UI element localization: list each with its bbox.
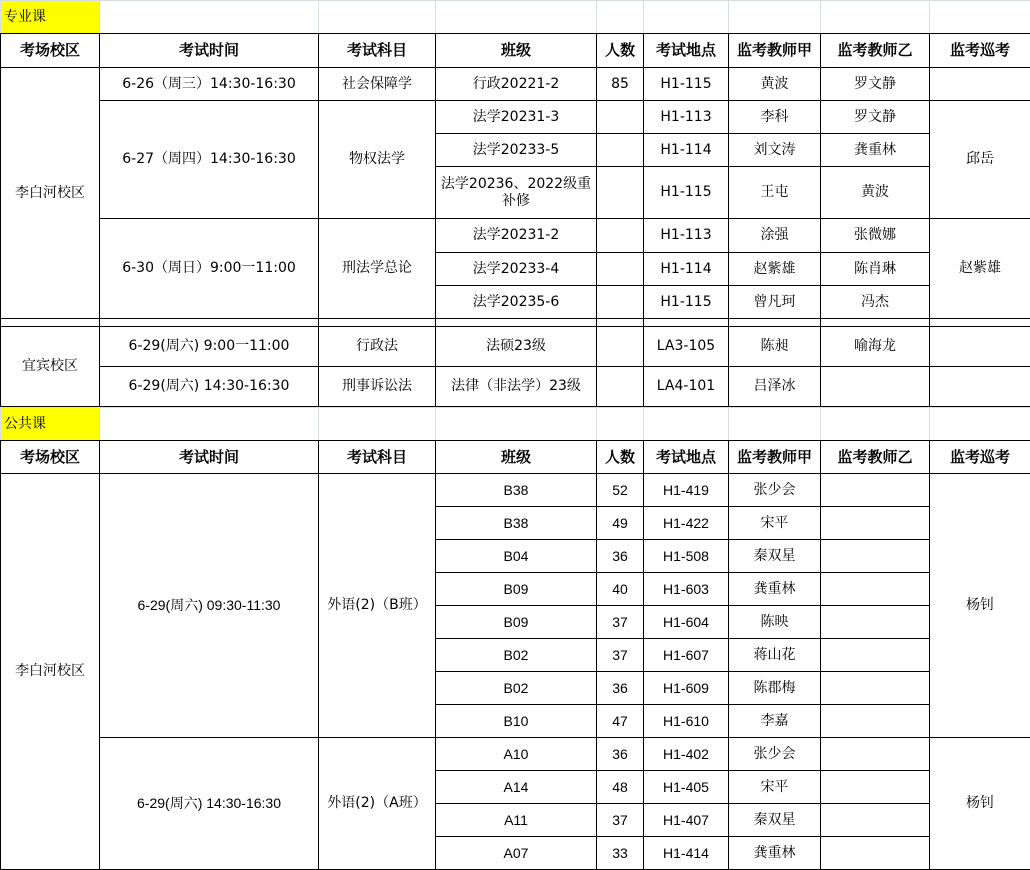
class-cell: B02 xyxy=(436,672,597,705)
patrol-cell xyxy=(930,68,1030,101)
room-cell: H1-407 xyxy=(644,804,729,837)
class-cell: B09 xyxy=(436,606,597,639)
class-cell: A10 xyxy=(436,738,597,771)
campus-cell: 李白河校区 xyxy=(1,474,100,870)
invigilator-a-cell: 陈映 xyxy=(729,606,821,639)
count-cell xyxy=(597,167,644,219)
room-cell: H1-610 xyxy=(644,705,729,738)
section-bar-professional xyxy=(0,0,1030,34)
exam-subject: 外语(2)（A班） xyxy=(319,738,436,870)
invigilator-a-cell: 刘文涛 xyxy=(729,134,821,167)
table-row xyxy=(1,219,1030,253)
room-cell: H1-113 xyxy=(644,219,729,253)
header-count: 人数 xyxy=(597,441,644,474)
exam-subject: 刑事诉讼法 xyxy=(319,367,436,407)
exam-time: 6-30（周日）9:00一11:00 xyxy=(100,219,319,319)
class-cell: B04 xyxy=(436,540,597,573)
class-cell: 法学20235-6 xyxy=(436,286,597,319)
invigilator-a-cell: 宋平 xyxy=(729,771,821,804)
room-cell: H1-419 xyxy=(644,474,729,507)
exam-subject: 刑法学总论 xyxy=(319,219,436,319)
room-cell: H1-607 xyxy=(644,639,729,672)
count-cell xyxy=(597,253,644,286)
table-row xyxy=(1,738,1030,771)
table-row xyxy=(1,367,1030,407)
header-invigilator-b: 监考教师乙 xyxy=(821,34,930,68)
invigilator-a-cell: 王屯 xyxy=(729,167,821,219)
room-cell: H1-402 xyxy=(644,738,729,771)
invigilator-b-cell xyxy=(821,474,930,507)
invigilator-a-cell: 李科 xyxy=(729,101,821,134)
invigilator-b-cell xyxy=(821,573,930,606)
section-label-public: 公共课 xyxy=(1,408,100,441)
table-row xyxy=(1,68,1030,101)
table-row xyxy=(1,101,1030,134)
count-cell xyxy=(597,286,644,319)
class-cell: A07 xyxy=(436,837,597,870)
header-patrol: 监考巡考 xyxy=(930,34,1030,68)
count-cell: 33 xyxy=(597,837,644,870)
invigilator-b-cell xyxy=(821,507,930,540)
class-cell: 法硕23级 xyxy=(436,327,597,367)
invigilator-b-cell xyxy=(821,606,930,639)
count-cell xyxy=(597,134,644,167)
exam-time: 6-29(周六) 9:00一11:00 xyxy=(100,327,319,367)
count-cell: 36 xyxy=(597,540,644,573)
invigilator-b-cell xyxy=(821,771,930,804)
invigilator-a-cell: 龚重林 xyxy=(729,573,821,606)
room-cell: H1-604 xyxy=(644,606,729,639)
class-cell: A11 xyxy=(436,804,597,837)
invigilator-b-cell xyxy=(821,540,930,573)
invigilator-b-cell: 黄波 xyxy=(821,167,930,219)
table-row xyxy=(1,474,1030,507)
class-cell: B02 xyxy=(436,639,597,672)
header-campus: 考场校区 xyxy=(1,441,100,474)
exam-subject: 外语(2)（B班） xyxy=(319,474,436,738)
section-bar-public xyxy=(0,407,1030,441)
room-cell: H1-508 xyxy=(644,540,729,573)
invigilator-a-cell: 秦双星 xyxy=(729,540,821,573)
header-campus: 考场校区 xyxy=(1,34,100,68)
invigilator-b-cell: 冯杰 xyxy=(821,286,930,319)
header-patrol: 监考巡考 xyxy=(930,441,1030,474)
invigilator-b-cell: 罗文静 xyxy=(821,68,930,101)
room-cell: H1-114 xyxy=(644,134,729,167)
room-cell: LA3-105 xyxy=(644,327,729,367)
count-cell: 36 xyxy=(597,672,644,705)
invigilator-b-cell: 张微娜 xyxy=(821,219,930,253)
patrol-cell xyxy=(930,367,1030,407)
patrol-cell: 邱岳 xyxy=(930,101,1030,219)
header-subject: 考试科目 xyxy=(319,441,436,474)
header-row xyxy=(1,34,1030,68)
count-cell: 37 xyxy=(597,606,644,639)
class-cell: 行政20221-2 xyxy=(436,68,597,101)
class-cell: 法学20231-2 xyxy=(436,219,597,253)
exam-time: 6-27（周四）14:30-16:30 xyxy=(100,101,319,219)
section-label-professional: 专业课 xyxy=(1,1,100,34)
header-time: 考试时间 xyxy=(100,441,319,474)
invigilator-b-cell xyxy=(821,804,930,837)
invigilator-a-cell: 赵紫雄 xyxy=(729,253,821,286)
room-cell: H1-405 xyxy=(644,771,729,804)
count-cell xyxy=(597,219,644,253)
header-invigilator-a: 监考教师甲 xyxy=(729,441,821,474)
invigilator-a-cell: 李嘉 xyxy=(729,705,821,738)
class-cell: 法学20233-5 xyxy=(436,134,597,167)
class-cell: A14 xyxy=(436,771,597,804)
room-cell: H1-115 xyxy=(644,68,729,101)
invigilator-a-cell: 黄波 xyxy=(729,68,821,101)
exam-subject: 物权法学 xyxy=(319,101,436,219)
invigilator-a-cell: 吕泽冰 xyxy=(729,367,821,407)
invigilator-b-cell xyxy=(821,738,930,771)
count-cell: 49 xyxy=(597,507,644,540)
header-room: 考试地点 xyxy=(644,34,729,68)
class-cell: B38 xyxy=(436,507,597,540)
header-invigilator-b: 监考教师乙 xyxy=(821,441,930,474)
invigilator-a-cell: 龚重林 xyxy=(729,837,821,870)
room-cell: H1-113 xyxy=(644,101,729,134)
class-cell: 法学20231-3 xyxy=(436,101,597,134)
invigilator-b-cell xyxy=(821,367,930,407)
invigilator-a-cell: 秦双星 xyxy=(729,804,821,837)
invigilator-a-cell: 张少会 xyxy=(729,738,821,771)
header-time: 考试时间 xyxy=(100,34,319,68)
invigilator-a-cell: 张少会 xyxy=(729,474,821,507)
invigilator-b-cell: 陈肖琳 xyxy=(821,253,930,286)
patrol-cell: 赵紫雄 xyxy=(930,219,1030,319)
room-cell: H1-609 xyxy=(644,672,729,705)
exam-subject: 社会保障学 xyxy=(319,68,436,101)
class-cell: B09 xyxy=(436,573,597,606)
exam-subject: 行政法 xyxy=(319,327,436,367)
room-cell: LA4-101 xyxy=(644,367,729,407)
count-cell: 52 xyxy=(597,474,644,507)
patrol-cell xyxy=(930,327,1030,367)
campus-cell: 宜宾校区 xyxy=(1,327,100,407)
invigilator-b-cell xyxy=(821,705,930,738)
header-row xyxy=(1,441,1030,474)
separator-row xyxy=(1,319,1030,327)
table-row xyxy=(1,327,1030,367)
count-cell xyxy=(597,101,644,134)
exam-time: 6-29(周六) 14:30-16:30 xyxy=(100,738,319,870)
patrol-cell: 杨钊 xyxy=(930,738,1030,870)
class-cell: 法律（非法学）23级 xyxy=(436,367,597,407)
header-subject: 考试科目 xyxy=(319,34,436,68)
invigilator-a-cell: 陈郡梅 xyxy=(729,672,821,705)
room-cell: H1-414 xyxy=(644,837,729,870)
class-cell: 法学20236、2022级重补修 xyxy=(436,167,597,219)
room-cell: H1-115 xyxy=(644,286,729,319)
count-cell xyxy=(597,367,644,407)
invigilator-b-cell xyxy=(821,672,930,705)
invigilator-a-cell: 曾凡珂 xyxy=(729,286,821,319)
header-class: 班级 xyxy=(436,34,597,68)
professional-exam-table xyxy=(0,33,1030,407)
count-cell xyxy=(597,327,644,367)
room-cell: H1-114 xyxy=(644,253,729,286)
invigilator-b-cell xyxy=(821,639,930,672)
exam-time: 6-26（周三）14:30-16:30 xyxy=(100,68,319,101)
invigilator-b-cell xyxy=(821,837,930,870)
exam-time: 6-29(周六) 14:30-16:30 xyxy=(100,367,319,407)
count-cell: 36 xyxy=(597,738,644,771)
invigilator-b-cell: 龚重林 xyxy=(821,134,930,167)
header-count: 人数 xyxy=(597,34,644,68)
count-cell: 40 xyxy=(597,573,644,606)
invigilator-b-cell: 罗文静 xyxy=(821,101,930,134)
invigilator-a-cell: 蒋山花 xyxy=(729,639,821,672)
invigilator-a-cell: 宋平 xyxy=(729,507,821,540)
room-cell: H1-603 xyxy=(644,573,729,606)
count-cell: 48 xyxy=(597,771,644,804)
invigilator-a-cell: 陈昶 xyxy=(729,327,821,367)
room-cell: H1-422 xyxy=(644,507,729,540)
class-cell: 法学20233-4 xyxy=(436,253,597,286)
count-cell: 37 xyxy=(597,639,644,672)
header-class: 班级 xyxy=(436,441,597,474)
class-cell: B10 xyxy=(436,705,597,738)
header-invigilator-a: 监考教师甲 xyxy=(729,34,821,68)
patrol-cell: 杨钊 xyxy=(930,474,1030,738)
invigilator-a-cell: 涂强 xyxy=(729,219,821,253)
count-cell: 85 xyxy=(597,68,644,101)
public-exam-table xyxy=(0,440,1030,870)
count-cell: 47 xyxy=(597,705,644,738)
header-room: 考试地点 xyxy=(644,441,729,474)
invigilator-b-cell: 喻海龙 xyxy=(821,327,930,367)
count-cell: 37 xyxy=(597,804,644,837)
class-cell: B38 xyxy=(436,474,597,507)
exam-time: 6-29(周六) 09:30-11:30 xyxy=(100,474,319,738)
campus-cell: 李白河校区 xyxy=(1,68,100,319)
room-cell: H1-115 xyxy=(644,167,729,219)
